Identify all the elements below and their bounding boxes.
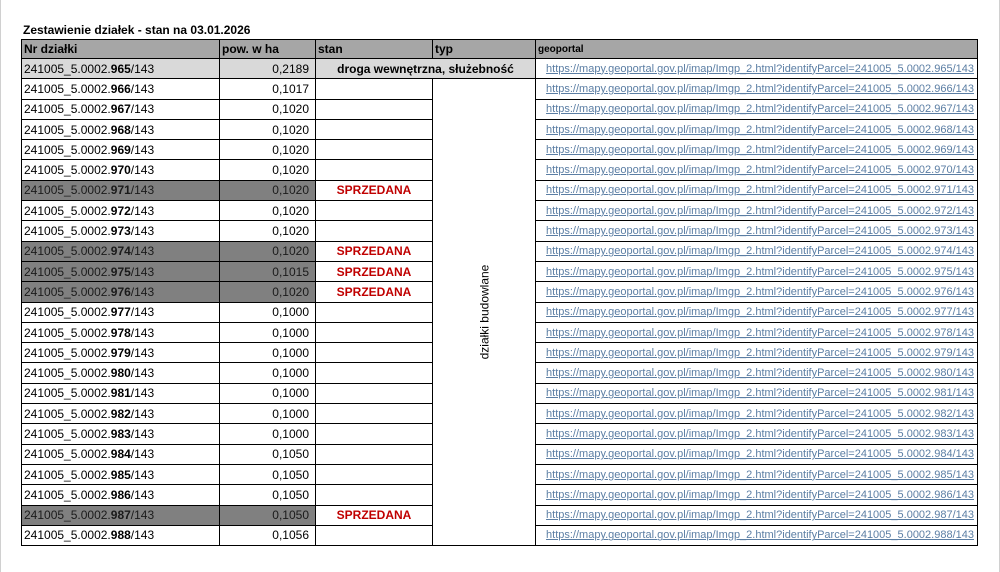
- status-cell[interactable]: [316, 140, 433, 160]
- parcel-suffix: /143: [130, 426, 155, 441]
- parcel-suffix: /143: [130, 203, 155, 218]
- parcel-number-cell[interactable]: [22, 119, 220, 139]
- sold-status-cell[interactable]: SPRZEDANA: [316, 261, 433, 281]
- header-geoportal[interactable]: geoportal: [536, 40, 978, 59]
- geoportal-link[interactable]: https://mapy.geoportal.gov.pl/imap/Imgp_2.html?identifyParcel=241005_5.0002.967/143: [536, 99, 978, 119]
- parcel-suffix: /143: [130, 305, 155, 320]
- parcel-prefix: 241005_5.0002.: [24, 61, 111, 76]
- geoportal-link[interactable]: https://mapy.geoportal.gov.pl/imap/Imgp_2.html?identifyParcel=241005_5.0002.965/143: [536, 59, 978, 79]
- parcel-number: 975: [110, 264, 131, 279]
- parcel-suffix: /143: [130, 366, 155, 381]
- area-cell[interactable]: 0,1020: [220, 241, 316, 261]
- geoportal-link[interactable]: https://mapy.geoportal.gov.pl/imap/Imgp_2.html?identifyParcel=241005_5.0002.966/143: [536, 79, 978, 99]
- parcel-prefix: 241005_5.0002.: [24, 386, 111, 401]
- parcel-suffix: /143: [130, 284, 155, 299]
- parcel-number-cell[interactable]: [22, 505, 220, 525]
- parcel-prefix: 241005_5.0002.: [24, 305, 111, 320]
- parcel-prefix: 241005_5.0002.: [24, 508, 111, 523]
- parcel-number: 987: [110, 508, 131, 523]
- parcel-suffix: /143: [130, 244, 155, 259]
- parcel-number: 981: [110, 386, 131, 401]
- status-cell[interactable]: [316, 160, 433, 180]
- parcel-number-cell[interactable]: [22, 343, 220, 363]
- area-cell[interactable]: 0,1000: [220, 404, 316, 424]
- status-cell[interactable]: [316, 302, 433, 322]
- parcel-prefix: 241005_5.0002.: [24, 102, 111, 117]
- parcel-number-cell[interactable]: [22, 444, 220, 464]
- status-cell[interactable]: [316, 322, 433, 342]
- geoportal-link[interactable]: https://mapy.geoportal.gov.pl/imap/Imgp_2.html?identifyParcel=241005_5.0002.973/143: [536, 221, 978, 241]
- parcel-number: 988: [110, 528, 131, 543]
- parcel-number-cell[interactable]: [22, 241, 220, 261]
- area-cell[interactable]: 0,1000: [220, 322, 316, 342]
- header-stan[interactable]: stan: [316, 40, 433, 59]
- parcel-prefix: 241005_5.0002.: [24, 487, 111, 502]
- parcel-prefix: 241005_5.0002.: [24, 528, 111, 543]
- parcel-suffix: /143: [130, 163, 155, 178]
- geoportal-link[interactable]: https://mapy.geoportal.gov.pl/imap/Imgp_2.html?identifyParcel=241005_5.0002.986/143: [536, 485, 978, 505]
- parcel-number: 971: [110, 183, 131, 198]
- status-cell[interactable]: [316, 363, 433, 383]
- parcel-number: 984: [110, 447, 131, 462]
- parcel-number: 986: [110, 487, 131, 502]
- area-cell[interactable]: 0,1020: [220, 282, 316, 302]
- parcel-number-cell[interactable]: [22, 160, 220, 180]
- area-cell[interactable]: 0,1050: [220, 485, 316, 505]
- parcel-number: 972: [110, 203, 131, 218]
- parcel-number: 968: [110, 122, 131, 137]
- parcel-suffix: /143: [130, 81, 155, 96]
- parcel-suffix: /143: [130, 487, 155, 502]
- geoportal-link[interactable]: https://mapy.geoportal.gov.pl/imap/Imgp_2.html?identifyParcel=241005_5.0002.988/143: [536, 525, 978, 545]
- status-cell[interactable]: [316, 424, 433, 444]
- area-cell[interactable]: 0,1020: [220, 160, 316, 180]
- parcel-number-cell[interactable]: [22, 261, 220, 281]
- area-cell[interactable]: 0,1050: [220, 505, 316, 525]
- sheet-title: Zestawienie działek - stan na 03.01.2026: [23, 23, 251, 37]
- parcel-number: 980: [110, 366, 131, 381]
- status-cell[interactable]: [316, 525, 433, 545]
- geoportal-link[interactable]: https://mapy.geoportal.gov.pl/imap/Imgp_2.html?identifyParcel=241005_5.0002.968/143: [536, 119, 978, 139]
- sold-status-cell[interactable]: SPRZEDANA: [316, 505, 433, 525]
- status-cell[interactable]: [316, 464, 433, 484]
- area-cell[interactable]: 0,1017: [220, 79, 316, 99]
- road-easement-note[interactable]: droga wewnętrzna, służebność: [316, 59, 536, 79]
- geoportal-link[interactable]: https://mapy.geoportal.gov.pl/imap/Imgp_2.html?identifyParcel=241005_5.0002.974/143: [536, 241, 978, 261]
- left-edge-rule: [0, 0, 1, 572]
- area-cell[interactable]: 0,1020: [220, 201, 316, 221]
- sold-status-cell[interactable]: SPRZEDANA: [316, 241, 433, 261]
- parcel-number: 970: [110, 163, 131, 178]
- area-cell[interactable]: 0,2189: [220, 59, 316, 79]
- parcel-number: 967: [110, 102, 131, 117]
- parcel-prefix: 241005_5.0002.: [24, 142, 111, 157]
- parcel-prefix: 241005_5.0002.: [24, 163, 111, 178]
- parcel-prefix: 241005_5.0002.: [24, 122, 111, 137]
- geoportal-link[interactable]: https://mapy.geoportal.gov.pl/imap/Imgp_2.html?identifyParcel=241005_5.0002.971/143: [536, 180, 978, 200]
- geoportal-link[interactable]: https://mapy.geoportal.gov.pl/imap/Imgp_2.html?identifyParcel=241005_5.0002.977/143: [536, 302, 978, 322]
- parcel-suffix: /143: [130, 467, 155, 482]
- status-cell[interactable]: [316, 119, 433, 139]
- parcel-suffix: /143: [130, 325, 155, 340]
- header-row: [22, 40, 978, 59]
- area-cell[interactable]: 0,1000: [220, 424, 316, 444]
- parcel-suffix: /143: [130, 447, 155, 462]
- geoportal-link[interactable]: https://mapy.geoportal.gov.pl/imap/Imgp_2.html?identifyParcel=241005_5.0002.981/143: [536, 383, 978, 403]
- table-row: [22, 59, 978, 79]
- parcel-number-cell[interactable]: [22, 140, 220, 160]
- parcel-suffix: /143: [130, 61, 155, 76]
- parcel-number-cell[interactable]: [22, 99, 220, 119]
- parcel-number: 976: [110, 284, 131, 299]
- parcel-number-cell[interactable]: [22, 180, 220, 200]
- status-cell[interactable]: [316, 201, 433, 221]
- geoportal-link[interactable]: https://mapy.geoportal.gov.pl/imap/Imgp_2.html?identifyParcel=241005_5.0002.979/143: [536, 343, 978, 363]
- parcel-prefix: 241005_5.0002.: [24, 426, 111, 441]
- parcel-number: 983: [110, 426, 131, 441]
- area-cell[interactable]: 0,1056: [220, 525, 316, 545]
- parcel-suffix: /143: [130, 224, 155, 239]
- parcel-suffix: /143: [130, 142, 155, 157]
- parcel-number-cell[interactable]: [22, 302, 220, 322]
- geoportal-link[interactable]: https://mapy.geoportal.gov.pl/imap/Imgp_2.html?identifyParcel=241005_5.0002.983/143: [536, 424, 978, 444]
- status-cell[interactable]: [316, 444, 433, 464]
- geoportal-link[interactable]: https://mapy.geoportal.gov.pl/imap/Imgp_2.html?identifyParcel=241005_5.0002.984/143: [536, 444, 978, 464]
- parcel-prefix: 241005_5.0002.: [24, 447, 111, 462]
- parcel-number: 977: [110, 305, 131, 320]
- parcel-number-cell[interactable]: [22, 404, 220, 424]
- parcel-prefix: 241005_5.0002.: [24, 183, 111, 198]
- area-cell[interactable]: 0,1000: [220, 363, 316, 383]
- table-body: [22, 59, 978, 546]
- header-pow[interactable]: pow. w ha: [220, 40, 316, 59]
- geoportal-link[interactable]: https://mapy.geoportal.gov.pl/imap/Imgp_2.html?identifyParcel=241005_5.0002.975/143: [536, 261, 978, 281]
- header-typ[interactable]: typ: [433, 40, 536, 59]
- status-cell[interactable]: [316, 383, 433, 403]
- geoportal-link[interactable]: https://mapy.geoportal.gov.pl/imap/Imgp_2.html?identifyParcel=241005_5.0002.976/143: [536, 282, 978, 302]
- parcel-suffix: /143: [130, 183, 155, 198]
- geoportal-link[interactable]: https://mapy.geoportal.gov.pl/imap/Imgp_2.html?identifyParcel=241005_5.0002.972/143: [536, 201, 978, 221]
- type-merged-cell[interactable]: [433, 79, 536, 546]
- parcel-number: 969: [110, 142, 131, 157]
- parcel-suffix: /143: [130, 528, 155, 543]
- parcel-number-cell[interactable]: [22, 383, 220, 403]
- status-cell[interactable]: [316, 221, 433, 241]
- parcel-prefix: 241005_5.0002.: [24, 264, 111, 279]
- status-cell[interactable]: [316, 343, 433, 363]
- status-cell[interactable]: [316, 79, 433, 99]
- parcel-number-cell[interactable]: [22, 464, 220, 484]
- parcel-prefix: 241005_5.0002.: [24, 284, 111, 299]
- parcel-suffix: /143: [130, 122, 155, 137]
- area-cell[interactable]: 0,1000: [220, 383, 316, 403]
- parcel-prefix: 241005_5.0002.: [24, 366, 111, 381]
- area-cell[interactable]: 0,1020: [220, 140, 316, 160]
- area-cell[interactable]: 0,1050: [220, 444, 316, 464]
- parcel-suffix: /143: [130, 406, 155, 421]
- area-cell[interactable]: 0,1050: [220, 464, 316, 484]
- parcel-prefix: 241005_5.0002.: [24, 467, 111, 482]
- parcel-number-cell[interactable]: [22, 221, 220, 241]
- area-cell[interactable]: 0,1000: [220, 343, 316, 363]
- parcel-number: 985: [110, 467, 131, 482]
- parcel-number-cell[interactable]: [22, 363, 220, 383]
- sold-status-cell[interactable]: SPRZEDANA: [316, 180, 433, 200]
- parcel-number-cell[interactable]: [22, 485, 220, 505]
- header-nr[interactable]: Nr działki: [22, 40, 220, 59]
- parcel-suffix: /143: [130, 264, 155, 279]
- parcel-prefix: 241005_5.0002.: [24, 224, 111, 239]
- type-label: działki budowlane: [476, 264, 491, 360]
- parcel-prefix: 241005_5.0002.: [24, 244, 111, 259]
- parcel-number: 966: [110, 81, 131, 96]
- spreadsheet: [21, 22, 978, 546]
- area-cell[interactable]: 0,1020: [220, 180, 316, 200]
- area-cell[interactable]: 0,1020: [220, 119, 316, 139]
- parcel-suffix: /143: [130, 508, 155, 523]
- status-cell[interactable]: [316, 99, 433, 119]
- geoportal-link[interactable]: https://mapy.geoportal.gov.pl/imap/Imgp_2.html?identifyParcel=241005_5.0002.987/143: [536, 505, 978, 525]
- parcel-prefix: 241005_5.0002.: [24, 81, 111, 96]
- geoportal-link[interactable]: https://mapy.geoportal.gov.pl/imap/Imgp_2.html?identifyParcel=241005_5.0002.978/143: [536, 322, 978, 342]
- parcel-number-cell[interactable]: [22, 59, 220, 79]
- parcel-prefix: 241005_5.0002.: [24, 325, 111, 340]
- parcel-number: 979: [110, 345, 131, 360]
- area-cell[interactable]: 0,1000: [220, 302, 316, 322]
- parcel-prefix: 241005_5.0002.: [24, 345, 111, 360]
- parcel-number-cell[interactable]: [22, 322, 220, 342]
- geoportal-link[interactable]: https://mapy.geoportal.gov.pl/imap/Imgp_2.html?identifyParcel=241005_5.0002.982/143: [536, 404, 978, 424]
- parcel-number-cell[interactable]: [22, 525, 220, 545]
- area-cell[interactable]: 0,1020: [220, 221, 316, 241]
- parcel-number: 974: [110, 244, 131, 259]
- parcel-suffix: /143: [130, 102, 155, 117]
- parcel-number-cell[interactable]: [22, 424, 220, 444]
- parcel-number: 973: [110, 224, 131, 239]
- parcel-suffix: /143: [130, 386, 155, 401]
- parcel-number-cell[interactable]: [22, 282, 220, 302]
- geoportal-link[interactable]: https://mapy.geoportal.gov.pl/imap/Imgp_2.html?identifyParcel=241005_5.0002.969/143: [536, 140, 978, 160]
- parcel-table: [21, 39, 978, 546]
- geoportal-link[interactable]: https://mapy.geoportal.gov.pl/imap/Imgp_2.html?identifyParcel=241005_5.0002.980/143: [536, 363, 978, 383]
- parcel-number-cell[interactable]: [22, 201, 220, 221]
- status-cell[interactable]: [316, 485, 433, 505]
- parcel-prefix: 241005_5.0002.: [24, 406, 111, 421]
- parcel-suffix: /143: [130, 345, 155, 360]
- table-row: [22, 79, 978, 99]
- parcel-number: 978: [110, 325, 131, 340]
- sold-status-cell[interactable]: SPRZEDANA: [316, 282, 433, 302]
- area-cell[interactable]: 0,1015: [220, 261, 316, 281]
- status-cell[interactable]: [316, 404, 433, 424]
- parcel-prefix: 241005_5.0002.: [24, 203, 111, 218]
- area-cell[interactable]: 0,1020: [220, 99, 316, 119]
- parcel-number-cell[interactable]: [22, 79, 220, 99]
- geoportal-link[interactable]: https://mapy.geoportal.gov.pl/imap/Imgp_2.html?identifyParcel=241005_5.0002.970/143: [536, 160, 978, 180]
- parcel-number: 982: [110, 406, 131, 421]
- parcel-number: 965: [110, 61, 131, 76]
- geoportal-link[interactable]: https://mapy.geoportal.gov.pl/imap/Imgp_2.html?identifyParcel=241005_5.0002.985/143: [536, 464, 978, 484]
